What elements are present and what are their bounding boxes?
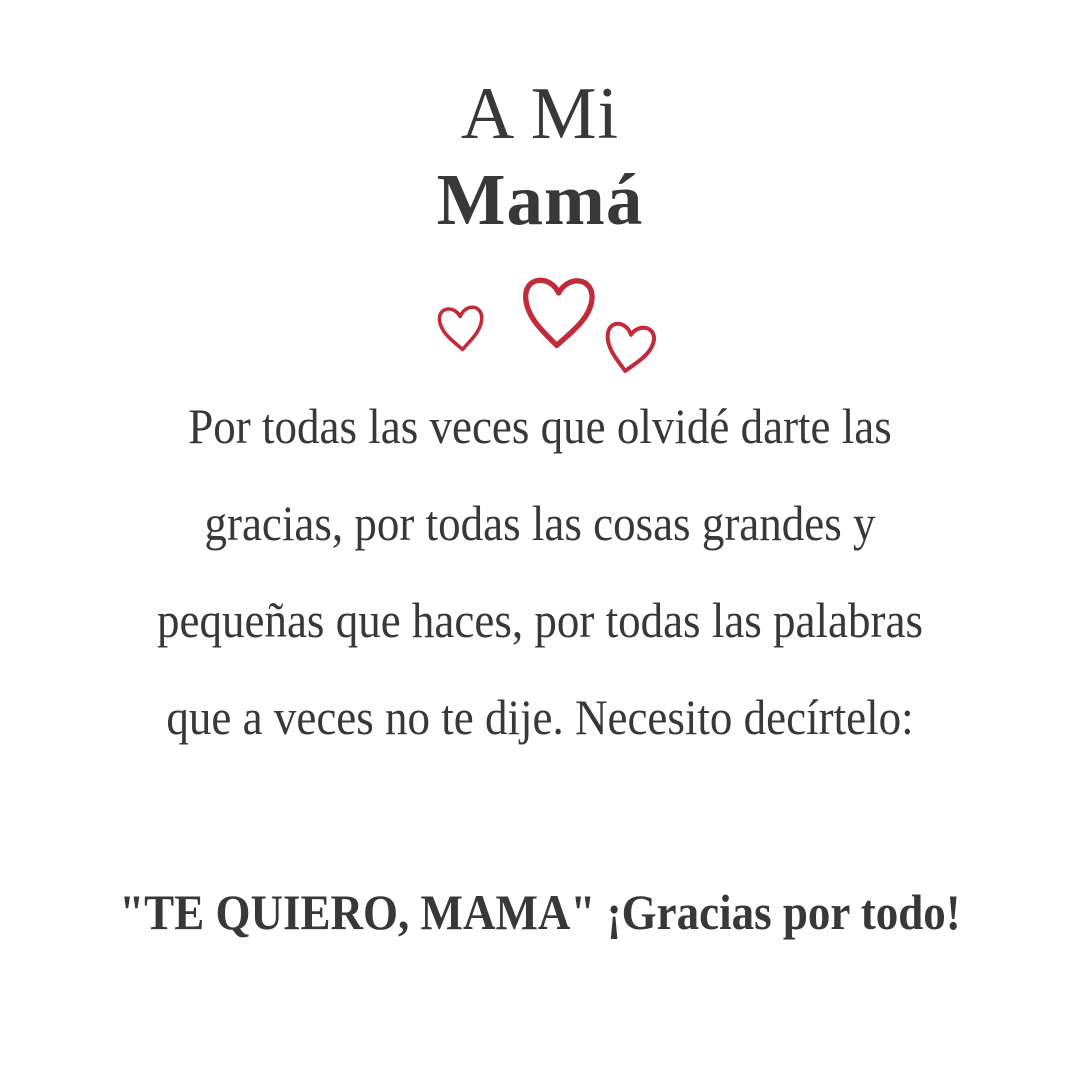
closing-line: "TE QUIERO, MAMA" ¡Gracias por todo! [119,884,961,940]
heart-icon-small-right [594,312,665,383]
message-line-3: pequeñas que haces, por todas las palabras [157,592,923,648]
message-line-2: gracias, por todas las cosas grandes y [204,495,876,551]
hearts-decoration [410,258,670,388]
title-line-2: Mamá [436,159,644,240]
heart-icon-small-left [430,298,492,357]
message-paragraph [54,378,1026,766]
message-line-4: que a veces no te dije. Necesito decírtelo: [166,689,914,745]
message-line-1: Por todas las veces que olvidé darte las [188,398,892,454]
title-line-1: A Mi [460,73,620,155]
heart-icon-large-center [512,268,605,353]
